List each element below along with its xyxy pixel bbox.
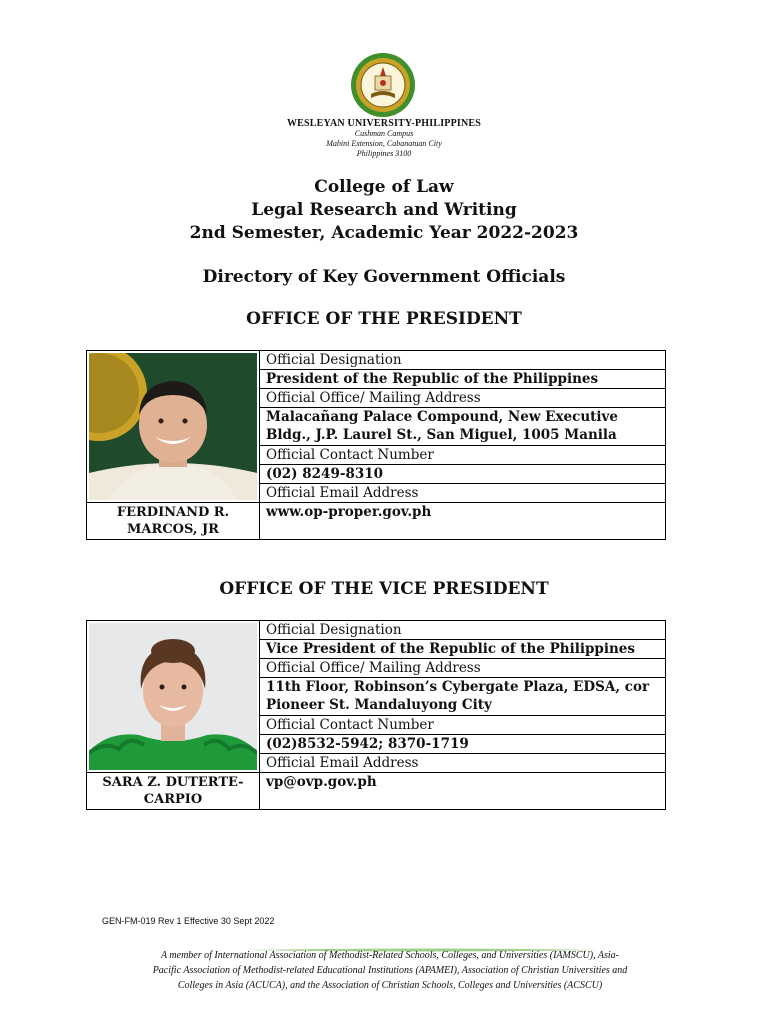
membership-line2: Pacific Association of Methodist-related Educational Institutions (APAMEI), Association of Christian Universities and <box>152 965 628 976</box>
campus-name: Cushman Campus <box>354 129 414 138</box>
email-value[interactable]: vp@ovp.gov.ph <box>266 774 377 790</box>
footer-rule-decoration <box>250 938 600 944</box>
email-value[interactable]: www.op-proper.gov.ph <box>266 504 432 520</box>
form-code: GEN-FM-019 Rev 1 Effective 30 Sept 2022 <box>102 916 275 926</box>
president-photo-column <box>87 351 260 539</box>
office-address-label: Official Office/ Mailing Address <box>260 659 665 678</box>
designation-label: Official Designation <box>260 351 665 370</box>
university-address: Mabini Extension, Cabanatuan City <box>326 139 442 148</box>
president-portrait <box>89 353 257 500</box>
address-line2: Bldg., J.P. Laurel St., San Miguel, 1005 Manila <box>266 427 617 443</box>
course-title: Legal Research and Writing <box>251 200 517 220</box>
semester-title: 2nd Semester, Academic Year 2022-2023 <box>189 223 579 243</box>
contact-label: Official Contact Number <box>260 716 665 735</box>
email-label: Official Email Address <box>260 484 665 503</box>
president-name-line1: FERDINAND R. <box>116 505 230 520</box>
president-info <box>260 351 665 539</box>
university-header <box>0 118 768 159</box>
vp-card <box>86 620 666 810</box>
president-office-heading: OFFICE OF THE PRESIDENT <box>246 309 522 329</box>
designation-label: Official Designation <box>260 621 665 640</box>
university-country: Philippines 3100 <box>356 149 412 158</box>
address-line2: Pioneer St. Mandaluyong City <box>266 697 492 713</box>
address-line1: 11th Floor, Robinson’s Cybergate Plaza, EDSA, cor <box>266 679 650 695</box>
address-line1: Malacañang Palace Compound, New Executive <box>266 409 618 425</box>
office-address-value <box>260 408 665 446</box>
membership-line3: Colleges in Asia (ACUCA), and the Association of Christian Schools, Colleges and Universities (ACSCU) <box>177 980 603 991</box>
university-name: WESLEYAN UNIVERSITY-PHILIPPINES <box>286 118 482 129</box>
contact-label: Official Contact Number <box>260 446 665 465</box>
vp-photo-column <box>87 621 260 809</box>
designation-value: President of the Republic of the Philippines <box>260 370 665 389</box>
directory-title: Directory of Key Government Officials <box>202 267 566 287</box>
vice-president-portrait <box>89 623 257 770</box>
office-address-label: Official Office/ Mailing Address <box>260 389 665 408</box>
contact-value: (02)8532-5942; 8370-1719 <box>260 735 665 754</box>
vp-office-heading: OFFICE OF THE VICE PRESIDENT <box>219 579 549 599</box>
designation-value: Vice President of the Republic of the Philippines <box>260 640 665 659</box>
vp-name-line2: CARPIO <box>143 792 203 807</box>
office-address-value <box>260 678 665 716</box>
vp-info <box>260 621 665 809</box>
president-name <box>87 502 259 539</box>
vp-name-line1: SARA Z. DUTERTE- <box>102 775 244 790</box>
president-name-line2: MARCOS, JR <box>127 522 219 537</box>
college-title: College of Law <box>314 177 454 197</box>
president-card <box>86 350 666 540</box>
university-seal-icon <box>350 52 416 118</box>
document-title <box>0 176 768 245</box>
email-label: Official Email Address <box>260 754 665 773</box>
contact-value: (02) 8249-8310 <box>260 465 665 484</box>
membership-line1: A member of International Association of Methodist-Related Schools, Colleges, and Universities (IAMSCU), Asia- <box>161 950 619 961</box>
vp-name <box>87 772 259 809</box>
membership-statement <box>110 948 670 993</box>
